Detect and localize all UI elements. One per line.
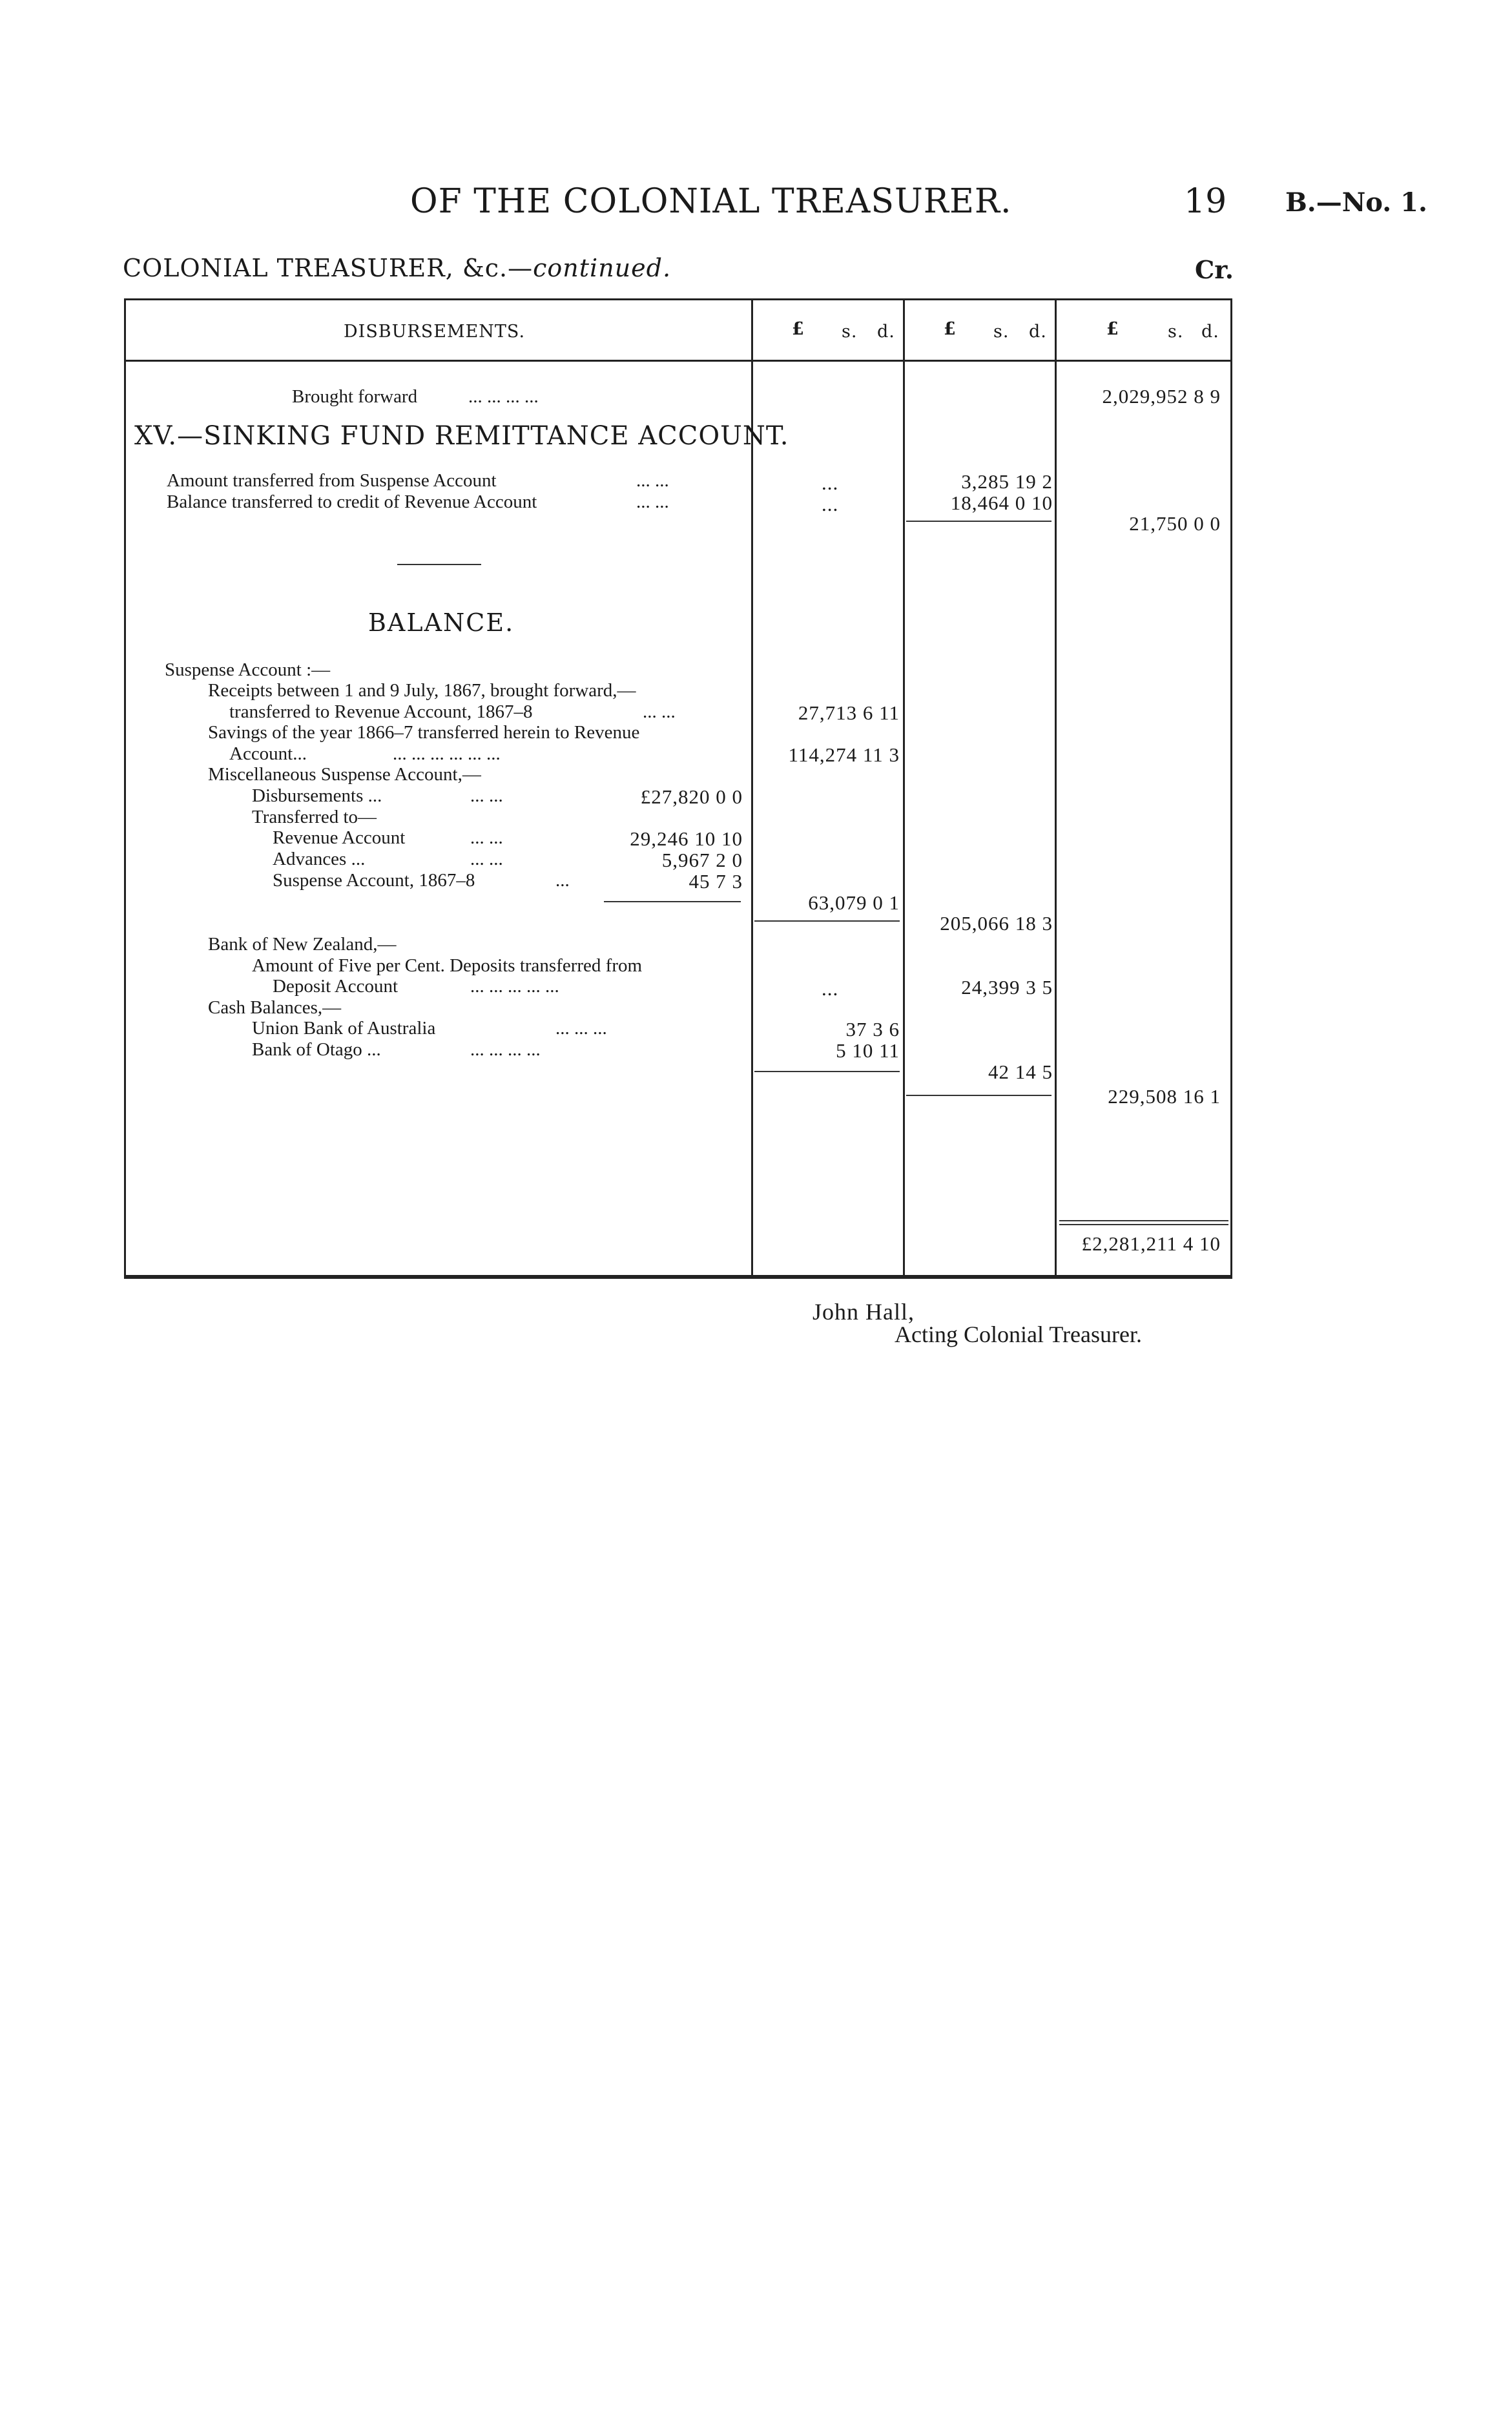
xv-row-2-col2: 18,464 0 10: [950, 492, 1053, 514]
cash-total: 42 14 5: [988, 1061, 1053, 1083]
cash-row-2-dots: ... ... ... ...: [470, 1039, 541, 1060]
xv-row-1-col2: 3,285 19 2: [961, 470, 1053, 493]
column-divider-3: [1055, 298, 1057, 1277]
subheader: [123, 254, 671, 282]
transfer-row-1-label: Revenue Account: [273, 827, 406, 848]
column-divider-2: [903, 298, 905, 1277]
bottom-rule: [124, 1277, 1232, 1279]
grand-total-rule-top: [1059, 1220, 1228, 1221]
transfer-row-3-value: 45 7 3: [689, 870, 743, 893]
xv-row-1-dots: ... ...: [636, 470, 669, 491]
col3-shillings-header: s.: [1168, 322, 1184, 342]
xv-row-1-label: Amount transferred from Suspense Account: [167, 470, 497, 491]
savings-dots: ... ... ... ... ... ...: [393, 743, 501, 764]
cash-row-2-value: 5 10 11: [836, 1039, 900, 1062]
header-rule: [124, 360, 1232, 362]
grand-total-rule-bottom: [1059, 1224, 1228, 1225]
page-title: OF THE COLONIAL TREASURER.: [410, 182, 1012, 221]
transferred-heading: Transferred to—: [252, 807, 377, 827]
cash-row-1-dots: ... ... ...: [555, 1018, 607, 1039]
cash-heading: Cash Balances,—: [208, 997, 342, 1018]
bank-nz-heading: Bank of New Zealand,—: [208, 934, 397, 955]
column-header-disbursements: DISBURSEMENTS.: [344, 322, 526, 342]
col2-pence-header: d.: [1029, 322, 1047, 342]
xv-row-1-col1: ...: [822, 471, 839, 494]
suspense-total: 205,066 18 3: [940, 912, 1053, 935]
col1-pounds-header: £: [792, 319, 805, 339]
section-separator: [397, 564, 481, 565]
xv-row-2-dots: ... ...: [636, 492, 669, 512]
cash-row-1-label: Union Bank of Australia: [252, 1018, 436, 1039]
receipts-line-2: transferred to Revenue Account, 1867–8: [229, 701, 533, 722]
transfer-row-2-value: 5,967 2 0: [661, 849, 743, 871]
signatory-role: Acting Colonial Treasurer.: [895, 1321, 1142, 1347]
five-pct-line-1: Amount of Five per Cent. Deposits transferred from: [252, 955, 643, 976]
disbursements-dots: ... ...: [470, 785, 503, 806]
col3-pence-header: d.: [1201, 322, 1219, 342]
five-pct-line-2: Deposit Account: [273, 976, 399, 997]
cash-sum-rule: [754, 1071, 900, 1072]
transfers-sum-rule: [604, 901, 741, 902]
receipts-value: 27,713 6 11: [798, 701, 900, 724]
subheader-main: COLONIAL TREASURER, &c.—: [123, 254, 533, 282]
receipts-dots: ... ...: [643, 701, 676, 722]
col2-shillings-header: s.: [993, 322, 1010, 342]
savings-value: 114,274 11 3: [788, 743, 900, 766]
receipts-line-1: Receipts between 1 and 9 July, 1867, brought forward,—: [208, 680, 636, 701]
xv-total: 21,750 0 0: [1129, 512, 1221, 535]
balance-sum-rule: [906, 1095, 1051, 1096]
brought-forward-dots: ... ... ... ...: [468, 386, 539, 407]
cash-row-1-value: 37 3 6: [845, 1018, 900, 1041]
misc-heading: Miscellaneous Suspense Account,—: [208, 764, 481, 785]
savings-line-2: Account...: [229, 743, 307, 764]
document-reference: B.—No. 1.: [1285, 187, 1427, 218]
section-xv-title: XV.—SINKING FUND REMITTANCE ACCOUNT.: [134, 421, 789, 451]
five-pct-col2: 24,399 3 5: [961, 976, 1053, 999]
disbursements-label: Disbursements ...: [252, 785, 382, 806]
col2-pounds-header: £: [944, 319, 957, 339]
brought-forward-label: Brought forward: [292, 386, 418, 407]
five-pct-col1: ...: [822, 977, 839, 1000]
transfer-row-1-dots: ... ...: [470, 827, 503, 848]
balance-title: BALANCE.: [368, 608, 515, 637]
col3-pounds-header: £: [1106, 319, 1119, 339]
savings-line-1: Savings of the year 1866–7 transferred herein to Revenue: [208, 722, 640, 743]
five-pct-dots: ... ... ... ... ...: [470, 976, 559, 997]
transfer-row-2-label: Advances ...: [273, 849, 366, 869]
grand-total: £2,281,211 4 10: [1081, 1232, 1221, 1255]
credit-side-label: Cr.: [1195, 255, 1234, 284]
transfer-row-1-value: 29,246 10 10: [630, 827, 743, 850]
col1-pence-header: d.: [877, 322, 895, 342]
transfer-row-2-dots: ... ...: [470, 849, 503, 869]
disbursements-value: £27,820 0 0: [640, 785, 743, 808]
suspense-heading: Suspense Account :—: [165, 659, 331, 680]
xv-sum-rule: [906, 521, 1051, 522]
balance-total: 229,508 16 1: [1108, 1085, 1221, 1108]
transfer-row-3-dots: ...: [555, 870, 570, 891]
brought-forward-total: 2,029,952 8 9: [1102, 385, 1221, 408]
signatory-name: John Hall,: [813, 1299, 915, 1325]
subheader-continued: continued.: [533, 254, 672, 282]
col1-shillings-header: s.: [842, 322, 858, 342]
xv-row-2-col1: ...: [822, 493, 839, 515]
misc-value: 63,079 0 1: [808, 891, 900, 914]
cash-row-2-label: Bank of Otago ...: [252, 1039, 381, 1060]
xv-row-2-label: Balance transferred to credit of Revenue Account: [167, 492, 537, 512]
page-number: 19: [1184, 182, 1227, 221]
transfer-row-3-label: Suspense Account, 1867–8: [273, 870, 475, 891]
suspense-sum-rule: [754, 920, 900, 922]
